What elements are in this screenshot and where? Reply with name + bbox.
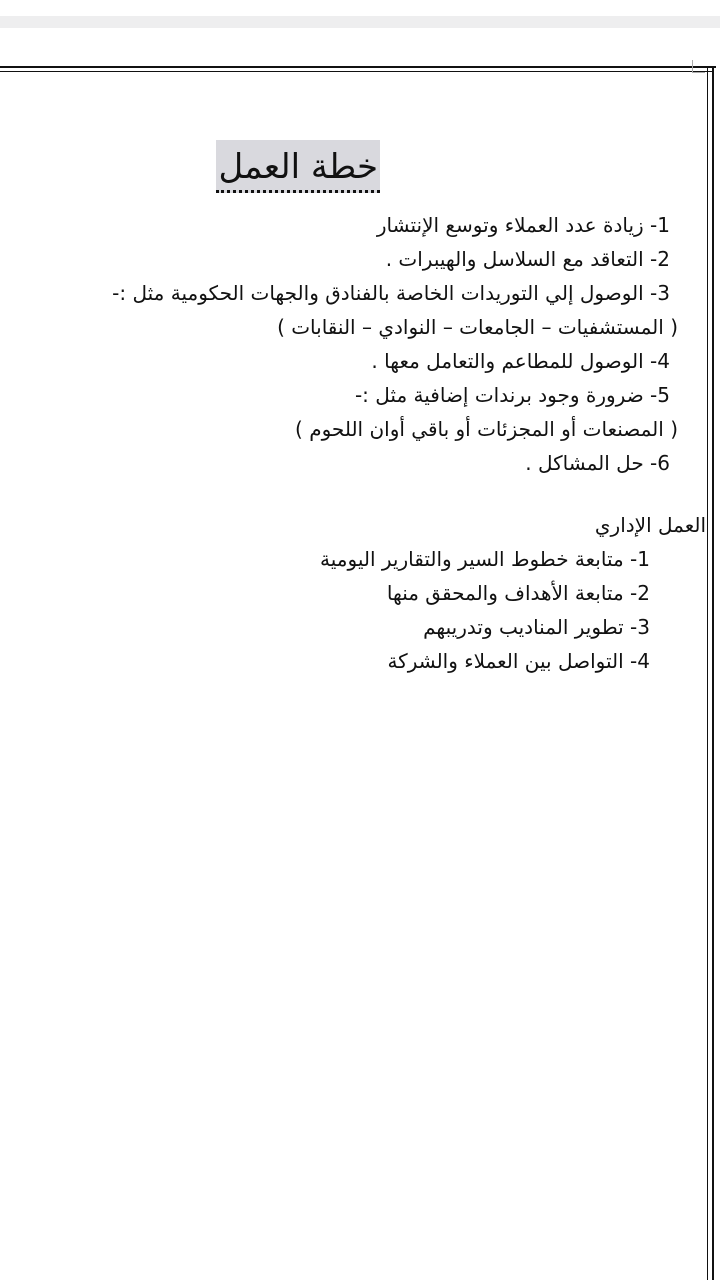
admin-list bbox=[20, 542, 678, 678]
title-wrap bbox=[20, 140, 380, 204]
page-border-top bbox=[0, 66, 716, 68]
plan-item: 3- الوصول إلي التوريدات الخاصة بالفنادق والجهات الحكومية مثل :- bbox=[112, 281, 670, 305]
plan-item: 6- حل المشاكل . bbox=[525, 451, 670, 475]
plan-list bbox=[20, 208, 698, 480]
page-border-top-inner bbox=[0, 71, 712, 72]
section-gap bbox=[20, 480, 698, 508]
plan-item: 5- ضرورة وجود برندات إضافية مثل :- bbox=[354, 383, 670, 407]
admin-section-title: العمل الإداري bbox=[594, 513, 706, 537]
plan-item-detail: ( المصنعات أو المجزئات أو باقي أوان اللحوم ) bbox=[295, 417, 678, 441]
margin-corner-mark bbox=[692, 60, 705, 73]
admin-item: 1- متابعة خطوط السير والتقارير اليومية bbox=[320, 547, 650, 571]
admin-item: 2- متابعة الأهداف والمحقق منها bbox=[386, 581, 650, 605]
page-border-right-outer bbox=[712, 66, 714, 1280]
plan-item: 4- الوصول للمطاعم والتعامل معها . bbox=[371, 349, 670, 373]
admin-item: 3- تطوير المناديب وتدريبهم bbox=[423, 615, 650, 639]
document-title: خطة العمل bbox=[216, 140, 380, 193]
page-border-right bbox=[707, 66, 708, 1280]
plan-item: 2- التعاقد مع السلاسل والهيبرات . bbox=[385, 247, 670, 271]
admin-item: 4- التواصل بين العملاء والشركة bbox=[387, 649, 650, 673]
plan-item: 1- زيادة عدد العملاء وتوسع الإنتشار bbox=[376, 213, 670, 237]
plan-item-detail: ( المستشفيات – الجامعات – النوادي – النقابات ) bbox=[277, 315, 678, 339]
toolbar-strip bbox=[0, 16, 720, 28]
document-body bbox=[20, 140, 706, 678]
